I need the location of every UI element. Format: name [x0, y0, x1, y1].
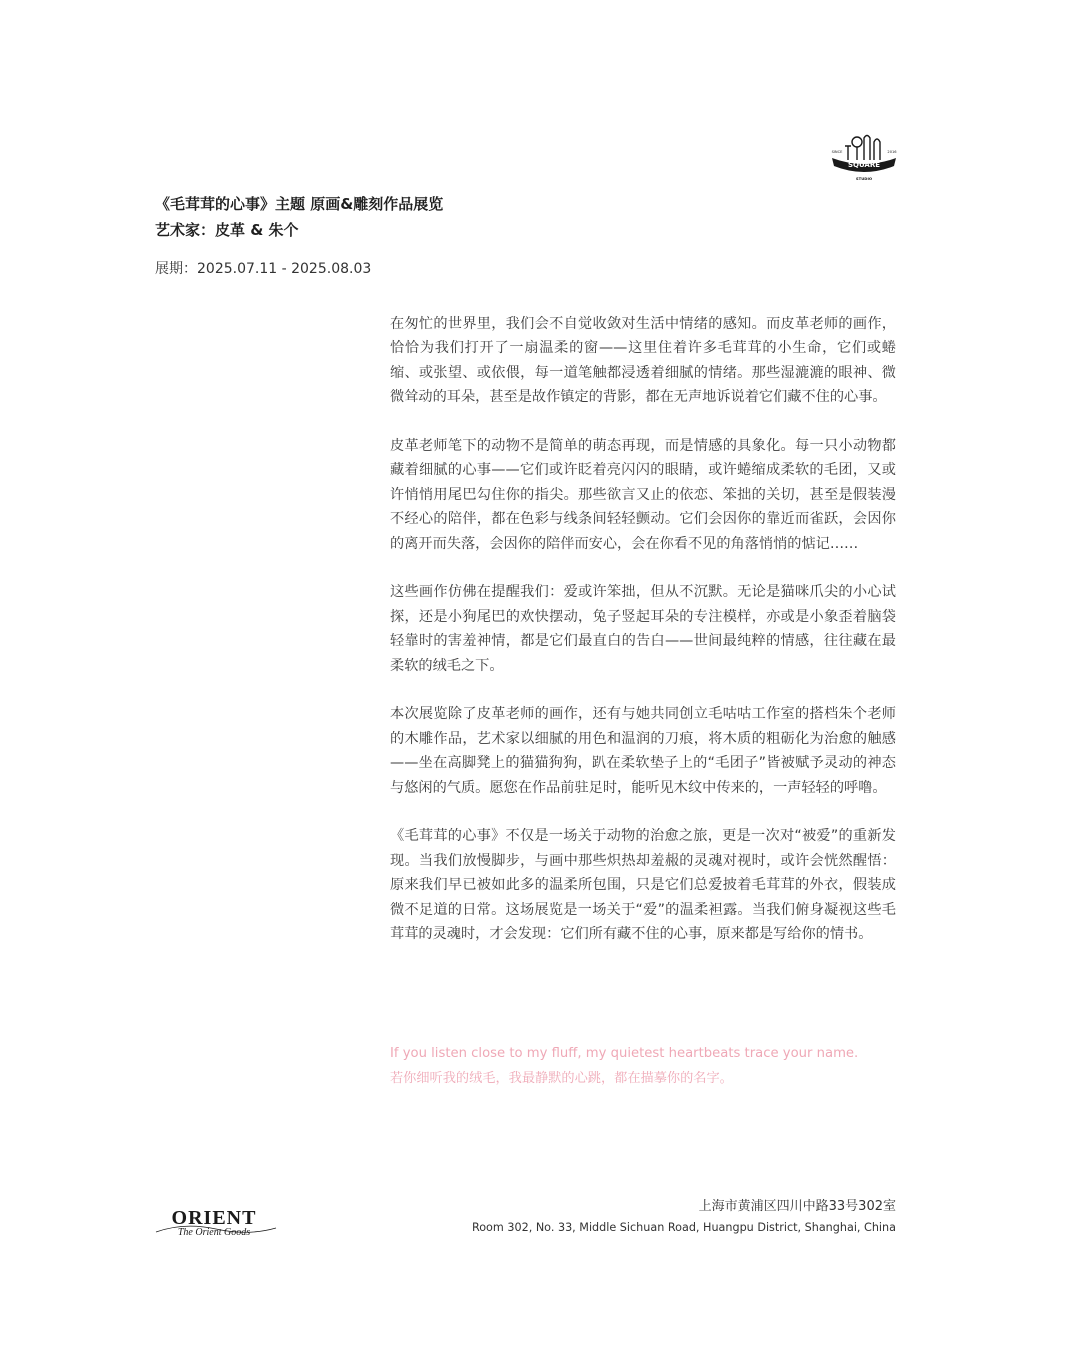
paragraph: 本次展览除了皮革老师的画作，还有与她共同创立毛咕咕工作室的搭档朱个老师的木雕作品，艺术家以细腻的用色和温润的刀痕，将木质的粗砺化为治愈的触感——坐在高脚凳上的猫猫狗狗，趴在柔软垫子上的“毛团子”皆被赋予灵动的神态与悠闲的气质。愿您在作品前驻足时，能听见木纹中传来的，一声轻轻的呼噜。: [390, 706, 896, 796]
logo-since-text: SINCE: [831, 150, 843, 154]
logo-studio-text: STUDIO: [855, 176, 873, 181]
paragraph: 在匆忙的世界里，我们会不自觉收敛对生活中情绪的感知。而皮革老师的画作，恰恰为我们打开了一扇温柔的窗——这里住着许多毛茸茸的小生命，它们或蜷缩、或张望、或依偎，每一道笔触都浸透着细腻的情绪。那些湿漉漉的眼神、微微耸动的耳朵，甚至是故作镇定的背影，都在无声地诉说着它们藏不住的心事。: [390, 316, 896, 406]
artist-line: 艺术家：皮革 & 朱个: [155, 221, 299, 239]
logo-year-text: 2016: [887, 150, 897, 154]
address-chinese: 上海市黄浦区四川中路33号302室: [698, 1199, 896, 1214]
orient-logo: [154, 1202, 278, 1246]
paragraph: 皮革老师笔下的动物不是简单的萌态再现，而是情感的具象化。每一只小动物都藏着细腻的心事——它们或许眨着亮闪闪的眼睛，或许蜷缩成柔软的毛团，又或许悄悄用尾巴勾住你的指尖。那些欲言又止的依恋、笨拙的关切，甚至是假装漫不经心的陪伴，都在色彩与线条间轻轻颤动。它们会因你的靠近而雀跃，会因你的离开而失落，会因你的陪伴而安心，会在你看不见的角落悄悄的惦记……: [390, 438, 896, 552]
square-studio-logo: [826, 128, 902, 182]
quote-chinese: 若你细听我的绒毛，我最静默的心跳，都在描摹你的名字。: [390, 1071, 733, 1086]
exhibition-period: 展期：2025.07.11 - 2025.08.03: [155, 261, 372, 277]
paragraph: 这些画作仿佛在提醒我们：爱或许笨拙，但从不沉默。无论是猫咪爪尖的小心试探，还是小狗尾巴的欢快摆动，兔子竖起耳朵的专注模样，亦或是小象歪着脑袋轻靠时的害羞神情，都是它们最直白的告白——世间最纯粹的情感，往往藏在最柔软的绒毛之下。: [390, 584, 896, 674]
exhibition-title: 《毛茸茸的心事》主题 原画&雕刻作品展览: [155, 195, 444, 213]
logo-wordmark: SQUARE: [847, 161, 881, 169]
orient-wordmark: ORIENT: [171, 1207, 257, 1229]
exhibition-description: [390, 312, 896, 971]
quote-english: If you listen close to my fluff, my quietest heartbeats trace your name.: [390, 1046, 859, 1061]
orient-script: The Orient Goods: [177, 1227, 251, 1238]
address-english: Room 302, No. 33, Middle Sichuan Road, Huangpu District, Shanghai, China: [471, 1221, 896, 1234]
paragraph: 《毛茸茸的心事》不仅是一场关于动物的治愈之旅，更是一次对“被爱”的重新发现。当我们放慢脚步，与画中那些炽热却羞赧的灵魂对视时，或许会恍然醒悟：原来我们早已被如此多的温柔所包围，只是它们总爱披着毛茸茸的外衣，假装成微不足道的日常。这场展览是一场关于“爱”的温柔袒露。当我们俯身凝视这些毛茸茸的灵魂时，才会发现：它们所有藏不住的心事，原来都是写给你的情书。: [390, 828, 896, 943]
